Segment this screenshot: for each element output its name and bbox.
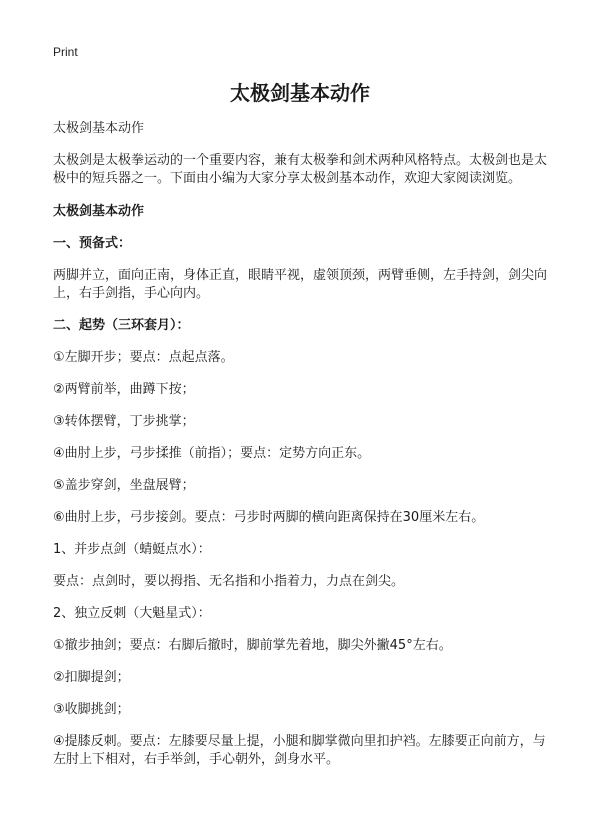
part1-heading: 一、预备式： [53,236,132,251]
part2-heading: 二、起势（三环套月）： [53,318,190,333]
move2-heading: 2、独立反刺（大魁星式）： [53,606,211,621]
print-link[interactable]: Print [53,45,78,59]
part1-body: 两脚并立，面向正南，身体正直，眼睛平视，虚领顶颈，两臂垂侧，左手持剑，剑尖向上，右手剑指，手心向内。 [53,268,548,301]
intro-paragraph: 太极剑是太极拳运动的一个重要内容，兼有太极拳和剑术两种风格特点。太极剑也是太极中的短兵器之一。下面由小编为大家分享太极剑基本动作，欢迎大家阅读浏览。 [53,153,548,186]
list-item: ③转体摆臂，丁步挑掌； [53,414,195,429]
list-item: ④提膝反刺。要点：左膝要尽量上提，小腿和脚掌微向里扣护裆。左膝要正向前方，与左肘上下相对，右手举剑，手心朝外，剑身水平。 [53,734,546,767]
list-item: ④曲肘上步，弓步揉推（前指）；要点：定势方向正东。 [53,446,371,461]
list-item: ③收脚挑剑； [53,702,130,717]
list-item: ①撤步抽剑；要点：右脚后撤时，脚前掌先着地，脚尖外撇45°左右。 [53,638,452,653]
page-title: 太极剑基本动作 [230,81,370,105]
article-subtitle: 太极剑基本动作 [53,121,145,136]
article-body [53,120,553,781]
list-item: ②扣脚提剑； [53,670,130,685]
move1-heading: 1、并步点剑（蜻蜓点水）： [53,542,211,557]
list-item: ②两臂前举，曲蹲下按； [53,382,195,397]
list-item: ①左脚开步；要点：点起点落。 [53,350,234,365]
list-item: ⑤盖步穿剑，坐盘展臂； [53,478,195,493]
move1-body: 要点：点剑时，要以拇指、无名指和小指着力，力点在剑尖。 [53,574,405,589]
section-heading: 太极剑基本动作 [53,204,145,219]
list-item: ⑥曲肘上步，弓步接剑。要点：弓步时两脚的横向距离保持在30厘米左右。 [53,510,485,525]
